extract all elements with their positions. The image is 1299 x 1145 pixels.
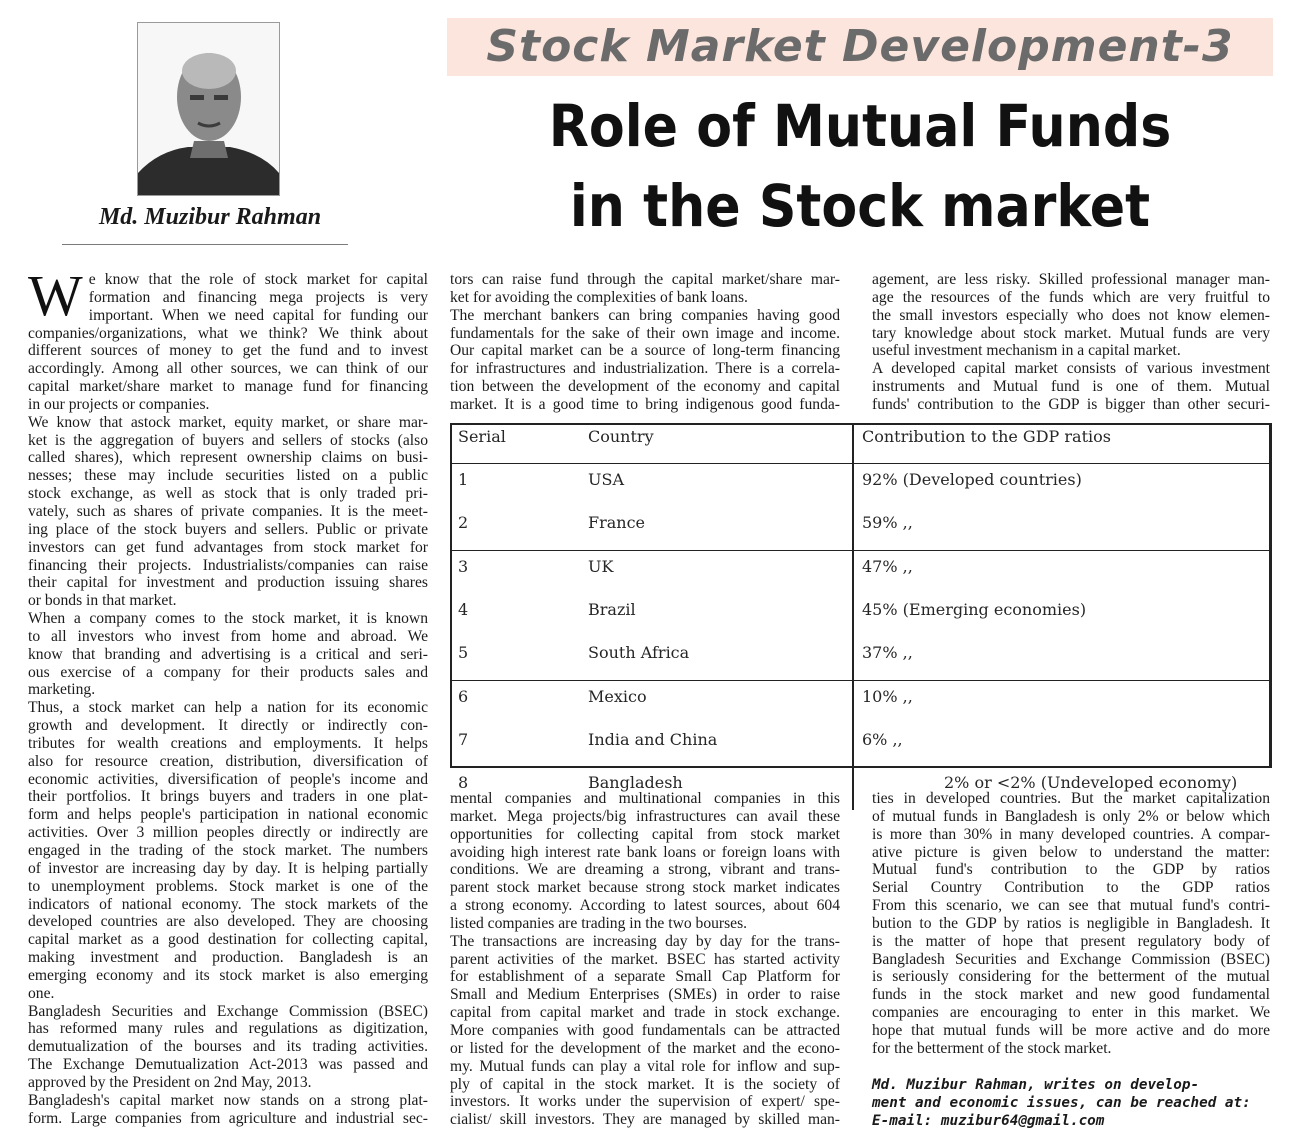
text-line: e know that the role of stock market for capital [88,271,428,288]
cell-country: India and China [581,724,853,767]
series-kicker: Stock Market Development-3 [447,18,1273,76]
text-line: funds in the stock market and new good fundamental [872,986,1270,1004]
header-contribution: Contribution to the GDP ratios [862,427,1111,446]
text-line: capital from capital market and trade in stock exchange. [450,1004,840,1022]
text-line: fundamentals for the sake of their own image and income. [450,324,840,342]
text-line: cialist/ skill investors. They are managed by skilled man- [450,1111,840,1129]
cell-country: Bangladesh [581,767,853,810]
text-line: or listed for the development of the market and the econo- [450,1039,840,1057]
author-divider [62,244,348,245]
text-line: for the betterment of the stock market. [872,1039,1112,1057]
cell-country: Brazil [581,594,853,637]
cell-country: South Africa [581,637,853,681]
text-line: financing their projects. Industrialists/companies can raise [28,556,428,574]
text-line: mental companies and multinational companies in this [450,790,840,807]
cell-contribution: 59% ,, [862,513,913,532]
text-line: When a company comes to the stock market, it is known [28,610,428,628]
text-line: form and helps people's participation in national economic [28,806,428,824]
text-line: parent stock market because strong stock market indicates [450,879,840,897]
header-serial: Serial [458,427,506,446]
column-1-opening [28,263,428,328]
text-line: tributes for wealth creations and employments. It helps [28,734,428,752]
text-line: From this scenario, we can see that mutual fund's contri- [872,897,1270,915]
author-photo [137,22,280,196]
text-line: tors can raise fund through the capital market/share mar- [450,271,840,288]
text-line: to all investors who invest from home and abroad. We [28,627,428,645]
text-line: opportunities for collecting capital from stock market [450,825,840,843]
text-line: capital market/share market to manage fund for financing [28,378,428,396]
text-line: More companies with good fundamentals can be attracted [450,1021,840,1039]
cell-country: France [581,507,853,551]
text-line: companies/organizations, what we think? We think about [28,324,428,342]
table-row [452,594,1269,637]
text-line: formation and financing mega projects is very [88,288,428,306]
article-column-1 [28,263,428,1128]
author-byline [872,1076,1270,1130]
text-line: indicators of national economy. The stock markets of the [28,895,428,913]
text-line: ous exercise of a company for their products sales and [28,663,428,681]
text-line: bution to the GDP by ratios is negligible in Bangladesh. It [872,914,1270,932]
text-line: one. [28,984,55,1002]
text-line: The merchant bankers can bring companies having good [450,306,840,324]
cell-serial: 4 [458,600,469,619]
text-line: activities. Over 3 million peoples directly or indirectly are [28,824,428,842]
table-row [452,507,1269,551]
byline-line: ment and economic issues, can be reached at: [872,1095,1251,1111]
text-line: is more than 30% in many developed countries. A compar- [872,825,1270,843]
cell-contribution: 10% ,, [853,681,1269,725]
text-line: important. When we need capital for funding our [88,306,428,324]
cell-contribution: 47% ,, [853,551,1269,595]
text-line: approved by the President on 2nd May, 2013. [28,1073,312,1091]
text-line: know that branding and advertising is a critical and seri- [28,645,428,663]
text-line: Bangladesh Securities and Exchange Commission (BSEC) [872,950,1270,968]
gdp-contribution-table [450,423,1272,792]
cell-serial: 8 [458,773,469,792]
text-line: Bangladesh's capital market now stands on a strong plat- [28,1091,428,1109]
table-row [452,637,1269,681]
text-line: useful investment mechanism in a capital market. [872,342,1181,360]
headline-line-1: Role of Mutual Funds [548,92,1172,160]
text-line: investors can get fund advantages from stock market for [28,538,428,556]
table-row [452,464,1269,508]
article-column-3-top [872,271,1270,414]
text-line: different sources of money to get the fund and to invest [28,342,428,360]
text-line: parent activities of the market. BSEC has started activity [450,950,840,968]
text-line: listed companies are trading in the two bourses. [450,914,748,932]
cell-contribution: 37% ,, [862,643,913,662]
text-line: hope that mutual funds will be more active and do more [872,1021,1270,1039]
text-line: developed countries are also developed. They are choosing [28,913,428,931]
cell-contribution: 6% ,, [862,730,903,749]
table-row [452,724,1269,767]
text-line: their capital for investment and production issuing shares [28,574,428,592]
text-line: a strong economy. According to latest sources, about 604 [450,897,840,915]
text-line: marketing. [28,681,96,699]
cell-country: Mexico [581,681,853,725]
text-line: A developed capital market consists of various investment [872,360,1270,378]
text-line: ply of capital in the stock market. It is the society of [450,1075,840,1093]
text-line: ket is the aggregation of buyers and sellers of stocks (also [28,431,428,449]
text-line: growth and development. It directly or indirectly con- [28,717,428,735]
text-line: is seriously considering for the betterment of the mutual [872,968,1270,986]
text-line: to unemployment problems. Stock market is one of the [28,877,428,895]
text-line: tion between the development of the economy and capital [450,378,840,396]
text-line: in our projects or companies. [28,395,210,413]
text-line: economic activities, diversification of people's income and [28,770,428,788]
text-line: tary knowledge about stock market. Mutual funds are very [872,324,1270,342]
text-line: Thus, a stock market can help a nation for its economic [28,699,428,717]
drop-cap: W [28,263,83,328]
cell-serial: 5 [458,643,469,662]
text-line: nesses; these may include securities listed on a public [28,467,428,485]
cell-contribution: 92% (Developed countries) [853,464,1269,508]
text-line: accordingly. Among all other sources, we can think of our [28,360,428,378]
text-line: engaged in the trading of the stock market. The numbers [28,842,428,859]
author-name: Md. Muzibur Rahman [98,204,322,230]
article-column-2-top [450,271,840,414]
text-line: Mutual fund's contribution to the GDP by ratios [872,861,1270,879]
text-line: companies are encouraging to enter in this market. We [872,1004,1270,1022]
text-line: agement, are less risky. Skilled professional manager man- [872,271,1270,288]
text-line: capital market as a good destination for collecting capital, [28,931,428,949]
text-line: funds' contribution to the GDP is bigger than other securi- [872,395,1270,413]
cell-serial: 1 [452,464,581,508]
text-line: for infrastructures and industrialization. There is a correla- [450,360,840,378]
text-line: ties in developed countries. But the market capitalization [872,790,1270,807]
text-line: ative picture is given below to understand the matter: [872,843,1270,861]
article-column-3-bottom [872,790,1270,1058]
text-line: emerging economy and its stock market is also emerging [28,966,428,984]
cell-serial: 2 [458,513,469,532]
text-line: We know that astock market, equity market, or share mar- [28,413,428,431]
cell-serial: 6 [452,681,581,725]
text-line: Bangladesh Securities and Exchange Commission (BSEC) [28,1002,428,1020]
table-header-row [452,425,1269,464]
text-line: instruments and Mutual fund is one of them. Mutual [872,378,1270,396]
text-line: Our capital market can be a source of long-term financing [450,342,840,360]
table-row [452,681,1269,725]
text-line: called shares), which represent ownership claims on busi- [28,449,428,467]
text-line: their portfolios. It brings buyers and traders in one plat- [28,788,428,806]
text-line: market. Mega projects/big infrastructures can avail these [450,807,840,825]
text-line: my. Mutual funds can play a vital role for inflow and sup- [450,1057,840,1075]
header-country: Country [581,425,853,464]
cell-contribution: 45% (Emerging economies) [862,600,1087,619]
text-line: The Exchange Demutualization Act-2013 was passed and [28,1056,428,1074]
text-line: also for resource creation, distribution, diversification of [28,752,428,770]
text-line: conditions. We are dreaming a strong, vibrant and trans- [450,861,840,879]
text-line: avoiding high interest rate bank loans or foreign loans with [450,843,840,861]
text-line: The transactions are increasing day by day for the trans- [450,932,840,950]
text-line: stock exchange, as well as stock that is only traded pri- [28,485,428,503]
text-line: vately, such as shares of private companies. It is the meet- [28,502,428,520]
text-line: for establishment of a separate Small Cap Platform for [450,968,840,986]
text-line: ket for avoiding the complexities of bank loans. [450,288,748,306]
text-line: form. Large companies from agriculture and industrial sec- [28,1109,428,1127]
text-line: ing place of the stock buyers and sellers. Public or private [28,520,428,538]
text-line: has reformed many rules and regulations as digitization, [28,1020,428,1038]
cell-serial: 7 [458,730,469,749]
byline-line: Md. Muzibur Rahman, writes on develop- [872,1077,1200,1093]
text-line: of mutual funds in Bangladesh is only 2% or below which [872,807,1270,825]
byline-line: E-mail: muzibur64@gmail.com [872,1113,1105,1129]
column-1-body [28,325,428,1128]
cell-serial: 3 [452,551,581,595]
cell-country: UK [581,551,853,595]
text-line: making investment and production. Bangladesh is an [28,949,428,967]
text-line: is the matter of hope that present regulatory body of [872,932,1270,950]
text-line: or bonds in that market. [28,592,177,610]
text-line: Small and Medium Enterprises (SMEs) in order to raise [450,986,840,1004]
article-headline [487,86,1234,246]
text-line: demutualization of the bourses and its trading activities. [28,1038,428,1056]
text-line: the small investors especially who does not know elemen- [872,306,1270,324]
text-line: investors. It works under the supervision of expert/ spe- [450,1093,840,1111]
headline-line-2: in the Stock market [569,172,1151,240]
cell-contribution: 2% or <2% (Undeveloped economy) [944,773,1238,792]
text-line: Serial Country Contribution to the GDP ratios [872,879,1270,897]
article-column-2-bottom [450,790,840,1129]
text-line: of investor are increasing day by day. It is helping partially [28,859,428,877]
table-row [452,551,1269,595]
cell-country: USA [581,464,853,508]
text-line: market. It is a good time to bring indigenous good funda- [450,395,840,413]
text-line: age the resources of the funds which are very fruitful to [872,288,1270,306]
